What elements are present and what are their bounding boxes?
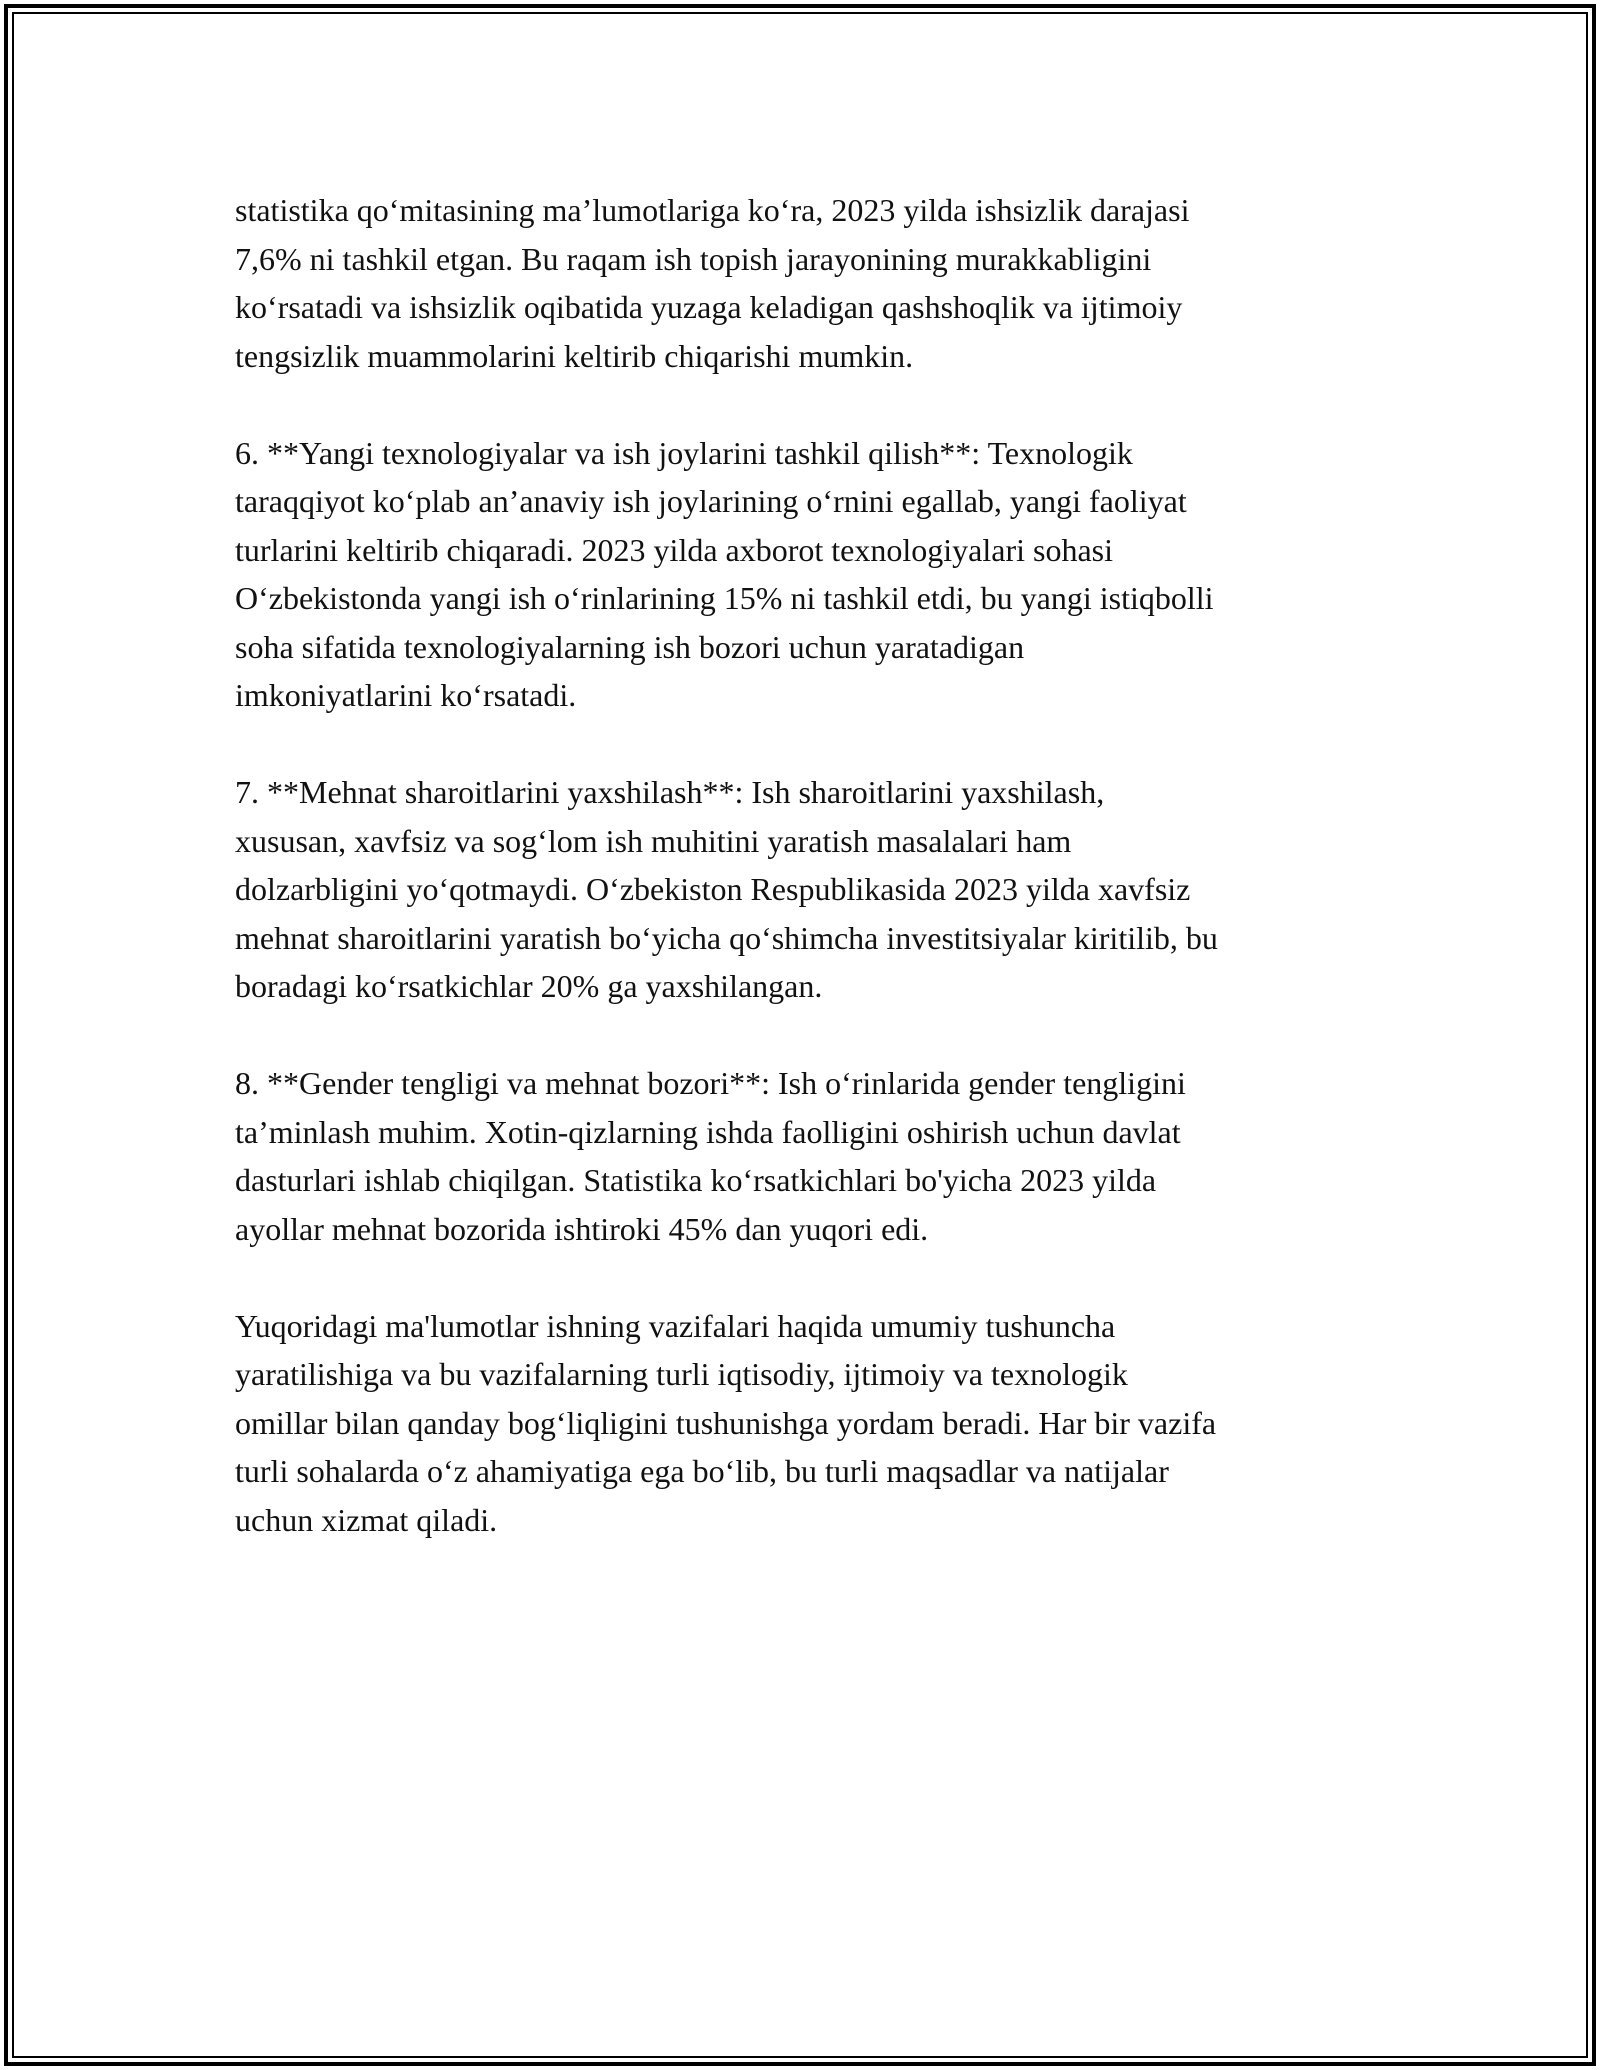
paragraph-unemployment-statistics: statistika qo‘mitasining ma’lumotlariga ko‘ra, 2023 yilda ishsizlik darajasi 7,6% ni tashkil etgan. Bu raqam ish topish jarayonining murakkabligini ko‘rsatadi va ishsizlik oqibatida yuzaga keladigan qashshoqlik va ijtimoiy tengsizlik muammolarini keltirib chiqarishi mumkin. — [235, 192, 1190, 374]
paragraph-working-conditions: 7. **Mehnat sharoitlarini yaxshilash**: Ish sharoitlarini yaxshilash, xususan, xavfsiz va sog‘lom ish muhitini yaratish masalalari ham dolzarbligini yo‘qotmaydi. O‘zbekiston Respublikasida 2023 yilda xavfsiz mehnat sharoitlarini yaratish bo‘yicha qo‘shimcha investitsiyalar kiritilib, bu boradagi ko‘rsatkichlar 20% ga yaxshilangan. — [235, 774, 1218, 1004]
document-body — [235, 186, 1375, 1593]
paragraph-new-technologies: 6. **Yangi texnologiyalar va ish joylarini tashkil qilish**: Texnologik taraqqiyot ko‘plab an’anaviy ish joylarining o‘rnini egallab, yangi faoliyat turlarini keltirib chiqaradi. 2023 yilda axborot texnologiyalari sohasi O‘zbekistonda yangi ish o‘rinlarining 15% ni tashkil etdi, bu yangi istiqbolli soha sifatida texnologiyalarning ish bozori uchun yaratadigan imkoniyatlarini ko‘rsatadi. — [235, 434, 1214, 713]
paragraph-conclusion: Yuqoridagi ma'lumotlar ishning vazifalari haqida umumiy tushuncha yaratilishiga va bu vazifalarning turli iqtisodiy, ijtimoiy va texnologik omillar bilan qanday bog‘liqligini tushunishga yordam beradi. Har bir vazifa turli sohalarda o‘z ahamiyatiga ega bo‘lib, bu turli maqsadlar va natijalar uchun xizmat qiladi. — [235, 1307, 1217, 1538]
paragraph-gender-equality: 8. **Gender tengligi va mehnat bozori**: Ish o‘rinlarida gender tengligini ta’minlash muhim. Xotin-qizlarning ishda faolligini oshirish uchun davlat dasturlari ishlab chiqilgan. Statistika ko‘rsatkichlari bo'yicha 2023 yilda ayollar mehnat bozorida ishtiroki 45% dan yuqori edi. — [235, 1065, 1186, 1247]
